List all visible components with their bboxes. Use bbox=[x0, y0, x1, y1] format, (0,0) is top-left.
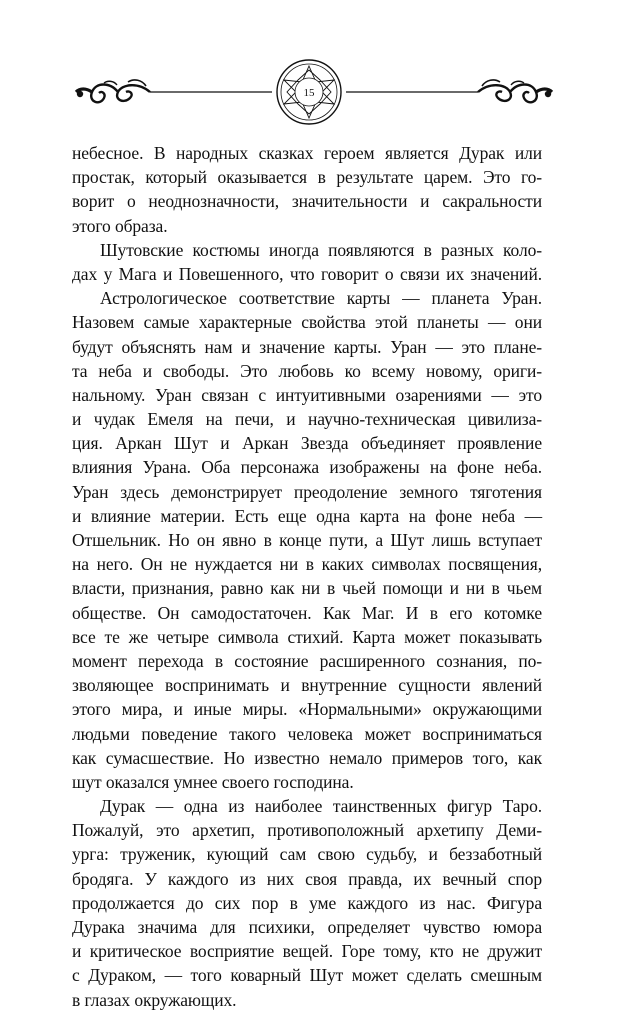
text-line: Назовем самые характерные свойства этой планеты — они bbox=[72, 312, 542, 333]
paragraph bbox=[72, 141, 542, 238]
text-line: людьми поведение такого человека может восприниматься bbox=[72, 723, 542, 744]
text-line: урга: труженик, кующий сам свою судьбу, и беззаботный bbox=[72, 844, 542, 865]
text-line: бродяга. У каждого из них своя правда, их вечный спор bbox=[72, 868, 542, 889]
text-line: ция. Аркан Шут и Аркан Звезда объединяет проявление bbox=[72, 433, 542, 454]
text-line: и критическое восприятие вещей. Горе тому, кто не дружит bbox=[72, 941, 542, 962]
page-number: 15 bbox=[303, 87, 315, 99]
text-line: продолжается до сих пор в уме каждого из нас. Фигура bbox=[72, 892, 542, 913]
text-line: влияния Урана. Оба персонажа изображены на фоне неба. bbox=[72, 457, 542, 478]
text-line: Уран здесь демонстрирует преодоление земного тяготения bbox=[72, 481, 542, 502]
text-line: как сумасшествие. Но известно немало примеров того, как bbox=[72, 747, 542, 768]
text-line: дах у Мага и Повешенного, что говорит о связи их значений. bbox=[72, 263, 542, 284]
text-line: и влияние материи. Есть еще одна карта на фоне неба — bbox=[72, 505, 542, 526]
text-line: будут объяснять нам и значение карты. Уран — это плане- bbox=[72, 336, 542, 357]
right-flourish-icon bbox=[478, 80, 552, 102]
text-line: момент перехода в состояние расширенного сознания, по- bbox=[72, 650, 542, 671]
text-line: этого мира, и иные миры. «Нормальными» окружающими bbox=[72, 699, 542, 720]
text-line: ворит о неоднозначности, значительности и сакральности bbox=[72, 191, 542, 212]
page-header bbox=[0, 58, 619, 138]
text-line: Шутовские костюмы иногда появляются в разных коло- bbox=[100, 239, 542, 260]
text-line: Отшельник. Но он явно в конце пути, а Шут лишь вступает bbox=[72, 530, 542, 550]
text-line: власти, признания, равно как ни в чьей помощи и ни в чьем bbox=[72, 578, 542, 599]
text-line: Астрологическое соответствие карты — планета Уран. bbox=[100, 288, 542, 309]
text-line: Пожалуй, это архетип, противоположный архетипу Деми- bbox=[72, 820, 542, 841]
text-line: в глазах окружающих. bbox=[72, 989, 237, 1010]
page-body bbox=[72, 141, 542, 1012]
paragraph bbox=[72, 794, 542, 1012]
paragraph bbox=[72, 286, 542, 794]
text-line: на него. Он не нуждается ни в каких символах посвящения, bbox=[72, 554, 542, 575]
text-line: все те же четыре символа стихий. Карта может показывать bbox=[72, 626, 542, 647]
text-line: зволяющее воспринимать и внутренние сущности явлений bbox=[72, 675, 542, 696]
text-line: простак, который оказывается в результате царем. Это го- bbox=[72, 167, 542, 188]
text-line: небесное. В народных сказках героем является Дурак или bbox=[72, 143, 542, 163]
text-line: Дурака значима для психики, определяет чувство юмора bbox=[72, 917, 542, 937]
left-flourish-icon bbox=[76, 80, 150, 102]
paragraph bbox=[72, 238, 542, 286]
text-line: шут оказался умнее своего господина. bbox=[72, 771, 354, 792]
text-line: с Дураком, — того коварный Шут может сделать смешным bbox=[72, 965, 542, 986]
text-line: нальному. Уран связан с интуитивными озарениями — это bbox=[72, 384, 542, 405]
text-line: и чудак Емеля на печи, и научно-техническая цивилиза- bbox=[72, 409, 542, 430]
text-line: обществе. Он самодостаточен. Как Маг. И в его котомке bbox=[72, 602, 542, 623]
text-line: этого образа. bbox=[72, 215, 168, 236]
text-line: Дурак — одна из наиболее таинственных фигур Таро. bbox=[100, 796, 542, 817]
text-line: та неба и свободы. Это любовь ко всему новому, ориги- bbox=[72, 360, 542, 381]
